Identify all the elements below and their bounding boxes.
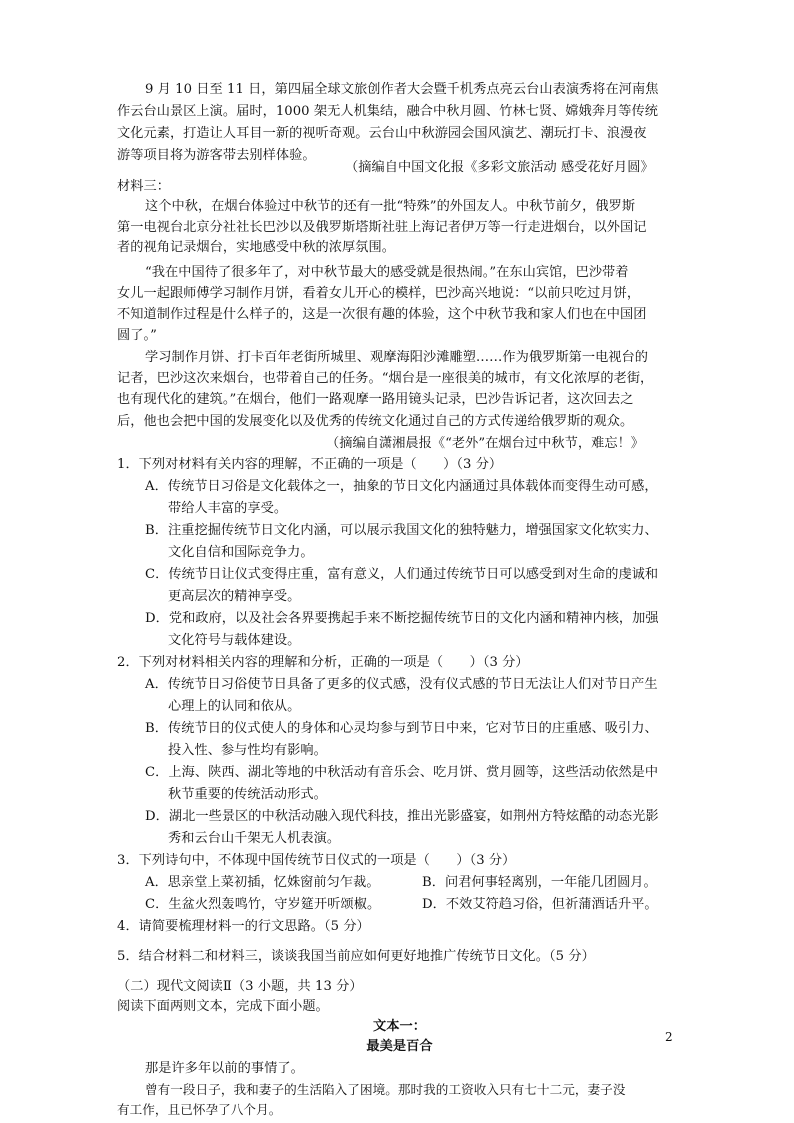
option-a-cont: 带给人丰富的享受。 <box>168 501 288 516</box>
paragraph-line: 后，他也会把中国的发展变化以及优秀的传统文化通过自己的方式传递给俄罗斯的观众。 <box>117 414 634 429</box>
option-d: D．不效艾符趋习俗，但祈蒲酒话升平。 <box>422 897 658 912</box>
option-a: A．传统节日习俗是文化载体之一，抽象的节日文化内涵通过具体载体而变得生动可感， <box>145 479 658 494</box>
question-3: 3．下列诗句中，不体现中国传统节日仪式的一项是（ ）（3 分） <box>117 853 516 868</box>
option-b-cont: 文化自信和国际竞争力。 <box>168 545 314 560</box>
page-number: 2 <box>665 1030 673 1044</box>
question-2: 2．下列对材料相关内容的理解和分析，正确的一项是（ ）（3 分） <box>117 655 529 670</box>
option-c: C．传统节日让仪式变得庄重，富有意义，人们通过传统节日可以感受到对生命的虔诚和 <box>145 567 659 582</box>
paragraph-line: 9 月 10 日至 11 日，第四届全球文旅创作者大会暨千机秀点亮云台山表演秀将在河南焦 <box>145 82 659 97</box>
section-heading: 材料三： <box>117 179 170 194</box>
option-d-cont: 文化符号与载体建设。 <box>168 633 301 648</box>
source-citation: （摘编自潇湘晨报《“老外”在烟台过中秋节，难忘！》 <box>326 436 645 451</box>
paragraph-line: “我在中国待了很多年了，对中秋节最大的感受就是很热闹。”在东山宾馆，巴沙带着 <box>145 265 629 280</box>
section-heading: （二）现代文阅读Ⅱ（3 小题，共 13 分） <box>117 979 363 994</box>
question-1: 1．下列对材料有关内容的理解，不正确的一项是（ ）（3 分） <box>117 457 503 472</box>
instructions: 阅读下面两则文本，完成下面小题。 <box>117 999 329 1014</box>
paragraph-line: 这个中秋，在烟台体验过中秋节的还有一批“特殊”的外国友人。中秋节前夕，俄罗斯 <box>145 199 636 214</box>
option-d: D．党和政府，以及社会各界要携起手来不断挖掘传统节日的文化内涵和精神内核，加强 <box>145 611 659 626</box>
option-b: B．注重挖掘传统节日文化内涵，可以展示我国文化的独特魅力，增强国家文化软实力、 <box>145 523 658 538</box>
q3-options-row-1 <box>145 872 710 893</box>
paragraph-line: 第一电视台北京分社社长巴沙以及俄罗斯塔斯社驻上海记者伊万等一行走进烟台，以外国记 <box>117 220 647 235</box>
text-label: 文本一： <box>373 1019 426 1034</box>
article-title: 最美是百合 <box>366 1039 433 1054</box>
option-d: D．湖北一些景区的中秋活动融入现代科技，推出光影盛宴，如荆州方特炫酷的动态光影 <box>145 809 659 824</box>
q3-options-row-2 <box>145 894 710 915</box>
option-a: A．思亲堂上菜初插，忆姝窗前匀乍裁。 <box>145 875 380 890</box>
paragraph-line: 女儿一起跟师傅学习制作月饼，看着女儿开心的模样，巴沙高兴地说：“以前只吃过月饼， <box>117 286 641 301</box>
option-c: C．生盆火烈轰鸣竹，守岁筵开听颂椒。 <box>145 897 381 912</box>
paragraph-line: 者的视角记录烟台，实地感受中秋的浓厚氛围。 <box>117 240 395 255</box>
paragraph-line: 文化元素，打造让人耳目一新的视听奇观。云台山中秋游园会国风演艺、潮玩打卡、浪漫夜 <box>117 126 647 141</box>
question-5: 5．结合材料二和材料三，谈谈我国当前应如何更好地推广传统节日文化。（5 分） <box>117 949 595 964</box>
option-b: B．传统节日的仪式使人的身体和心灵均参与到节日中来，它对节日的庄重感、吸引力、 <box>145 721 658 736</box>
option-c-cont: 更高层次的精神享受。 <box>168 589 301 604</box>
paragraph-line: 学习制作月饼、打卡百年老街所城里、观摩海阳沙滩雕塑……作为俄罗斯第一电视台的 <box>145 350 649 365</box>
option-b-cont: 投入性、参与性均有影响。 <box>168 743 327 758</box>
paragraph-line: 不知道制作过程是什么样子的，这是一次很有趣的体验，这个中秋节我和家人们也在中国团 <box>117 307 647 322</box>
option-c-cont: 秋节重要的传统活动形式。 <box>168 787 327 802</box>
source-citation: （摘编自中国文化报《多彩文旅活动 感受花好月圆》 <box>345 160 654 175</box>
paragraph-line: 有工作，且已怀孕了八个月。 <box>117 1102 282 1117</box>
paragraph-line: 圆了。” <box>117 328 157 343</box>
paragraph-line: 游等项目将为游客带去别样体验。 <box>117 148 316 163</box>
option-d-cont: 秀和云台山千架无人机表演。 <box>168 831 341 846</box>
option-a-cont: 心理上的认同和依从。 <box>168 699 301 714</box>
option-a: A．传统节日习俗使节日具备了更多的仪式感，没有仪式感的节日无法让人们对节日产生 <box>145 677 658 692</box>
paragraph-line: 那是许多年以前的事情了。 <box>145 1061 304 1076</box>
question-4: 4．请简要梳理材料一的行文思路。（5 分） <box>117 919 370 934</box>
paragraph-line: 记者，巴沙这次来烟台，也带着自己的任务。“烟台是一座很美的城市，有文化浓厚的老街， <box>117 371 654 386</box>
paragraph-line: 曾有一段日子，我和妻子的生活陷入了困境。那时我的工资收入只有七十二元，妻子没 <box>145 1082 626 1097</box>
paragraph-line: 也有现代化的建筑。”在烟台，他们一路观摩一路用镜头记录，巴沙告诉记者，这次回去之 <box>117 392 634 407</box>
paragraph-line: 作云台山景区上演。届时，1000 架无人机集结，融合中秋月圆、竹林七贤、嫦娥奔月等传统 <box>117 104 659 119</box>
option-b: B．问君何事轻离别，一年能几团圆月。 <box>422 875 657 890</box>
option-c: C．上海、陕西、湖北等地的中秋活动有音乐会、吃月饼、赏月圆等，这些活动依然是中 <box>145 765 659 780</box>
